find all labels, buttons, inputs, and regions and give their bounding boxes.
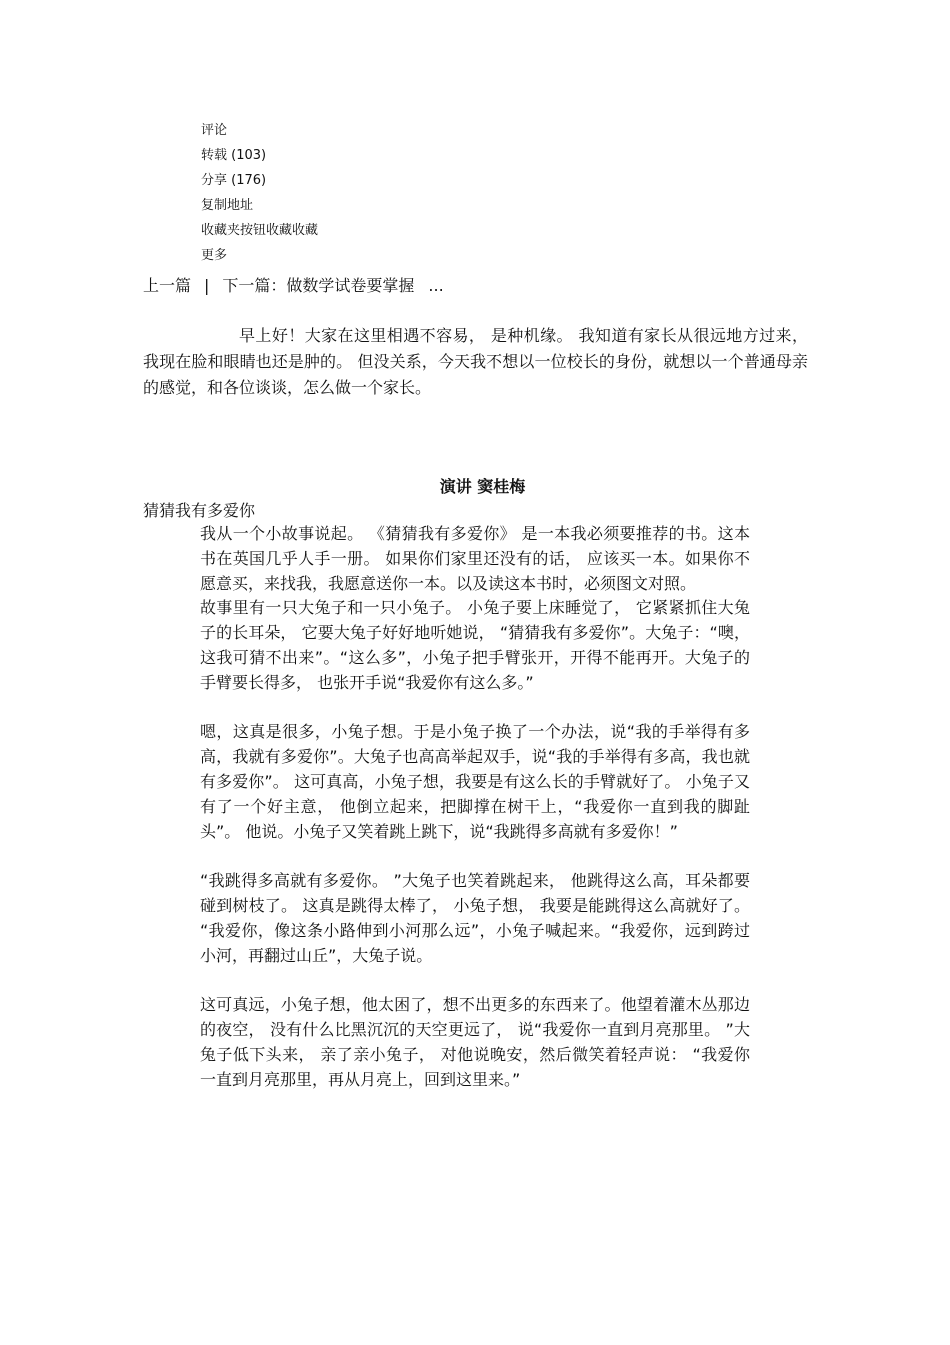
comment-link[interactable]: 评论 — [201, 123, 228, 138]
share-link[interactable]: 分享 (176) — [201, 173, 267, 188]
story-paragraph: 嗯，这真是很多，小兔子想。于是小兔子换了一个办法，说“我的手举得有多高，我就有多爱你”。大兔子也高高举起双手，说“我的手举得有多高，我也就有多爱你”。 这可真高，小兔子想，我要是有这么长的手臂就好了。 小兔子又有了一个好主意， 他倒立起来，把脚撑在树干上，“我爱你一直到我的脚趾头”。 他说。小兔子又笑着跳上跳下，说“我跳得多高就有多爱你！” — [200, 722, 750, 841]
next-article-link[interactable]: 下一篇：做数学试卷要掌握 — [222, 276, 415, 295]
more-link[interactable]: 更多 — [201, 248, 228, 263]
favorite-link[interactable]: 收藏夹按钮收藏收藏 — [201, 223, 319, 238]
article-navigation — [143, 273, 444, 299]
copy-address-link[interactable]: 复制地址 — [201, 198, 254, 213]
story-paragraph: 这可真远，小兔子想，他太困了，想不出更多的东西来了。他望着灌木丛那边的夜空， 没有什么比黑沉沉的天空更远了， 说“我爱你一直到月亮那里。 ”大兔子低下头来， 亲了亲小兔子， 对他说晚安，然后微笑着轻声说： “我爱你一直到月亮那里，再从月亮上，回到这里来。” — [200, 995, 750, 1089]
prev-article-link[interactable]: 上一篇 — [143, 276, 192, 295]
speech-title: 演讲 窦桂梅 — [439, 477, 526, 496]
repost-link[interactable]: 转载 (103) — [201, 148, 267, 163]
story-paragraph: 故事里有一只大兔子和一只小兔子。 小兔子要上床睡觉了， 它紧紧抓住大兔子的长耳朵， 它要大兔子好好地听她说， “猜猜我有多爱你”。大兔子：“噢，这我可猜不出来”。“这么多”，小兔子把手臂张开，开得不能再开。大兔子的手臂要长得多， 也张开手说“我爱你有这么多。” — [200, 598, 750, 692]
story-title: 猜猜我有多爱你 — [143, 501, 256, 520]
nav-separator: | — [204, 276, 210, 295]
story-body — [200, 522, 750, 1092]
intro-paragraph: 早上好！大家在这里相遇不容易， 是种机缘。 我知道有家长从很远地方过来，我现在脸和眼睛也还是肿的。 但没关系，今天我不想以一位校长的身份，就想以一个普通母亲的感觉，和各位谈谈，怎么做一个家长。 — [143, 326, 808, 397]
article-action-menu — [201, 118, 318, 268]
story-paragraph: 我从一个小故事说起。 《猜猜我有多爱你》 是一本我必须要推荐的书。这本书在英国几乎人手一册。 如果你们家里还没有的话， 应该买一本。如果你不愿意买，来找我，我愿意送你一本。以及读这本书时，必须图文对照。 — [200, 524, 750, 593]
story-paragraph: “我跳得多高就有多爱你。 ”大兔子也笑着跳起来， 他跳得这么高，耳朵都要碰到树枝了。 这真是跳得太棒了， 小兔子想， 我要是能跳得这么高就好了。 “我爱你，像这条小路伸到小河那么远”，小兔子喊起来。“我爱你，远到跨过小河，再翻过山丘”，大兔子说。 — [200, 871, 750, 965]
nav-ellipsis: ... — [428, 276, 444, 295]
